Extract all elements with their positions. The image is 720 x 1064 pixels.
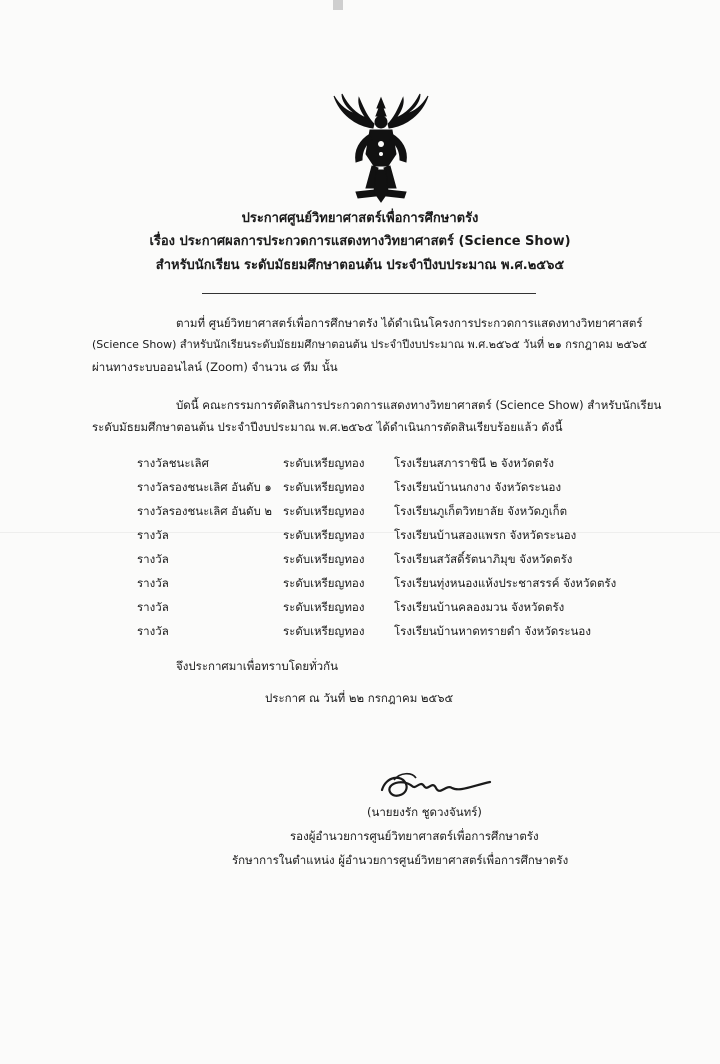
award-level: ระดับเหรียญทอง <box>283 504 365 518</box>
award-school: โรงเรียนภูเก็ตวิทยาลัย จังหวัดภูเก็ต <box>394 504 568 518</box>
award-name: รางวัล <box>137 528 169 542</box>
announcement-date: ประกาศ ณ วันที่ ๒๒ กรกฎาคม ๒๕๖๕ <box>265 691 454 705</box>
award-level: ระดับเหรียญทอง <box>283 528 365 542</box>
signatory-acting-position: รักษาการในตำแหน่ง ผู้อำนวยการศูนย์วิทยาศาสตร์เพื่อการศึกษาตรัง <box>232 853 569 867</box>
header-divider <box>202 293 536 294</box>
award-school: โรงเรียนบ้านนกงาง จังหวัดระนอง <box>394 480 562 494</box>
paragraph-1-line-1: ตามที่ ศูนย์วิทยาศาสตร์เพื่อการศึกษาตรัง ได้ดำเนินโครงการประกวดการแสดงทางวิทยาศาสตร์ <box>176 316 643 330</box>
award-name: รางวัล <box>137 552 169 566</box>
signatory-position: รองผู้อำนวยการศูนย์วิทยาศาสตร์เพื่อการศึกษาตรัง <box>290 829 539 843</box>
award-name: รางวัลรองชนะเลิศ อันดับ ๒ <box>137 504 273 518</box>
paragraph-1-line-3: ผ่านทางระบบออนไลน์ (Zoom) จำนวน ๘ ทีม นั้น <box>92 360 338 374</box>
award-level: ระดับเหรียญทอง <box>283 576 365 590</box>
closing-statement: จึงประกาศมาเพื่อทราบโดยทั่วกัน <box>176 659 338 673</box>
paragraph-2-line-1: บัดนี้ คณะกรรมการตัดสินการประกวดการแสดงทางวิทยาศาสตร์ (Science Show) สำหรับนักเรียน <box>176 398 662 412</box>
award-name: รางวัลรองชนะเลิศ อันดับ ๑ <box>137 480 272 494</box>
page-fold-line <box>0 532 720 533</box>
award-level: ระดับเหรียญทอง <box>283 456 365 470</box>
award-name: รางวัล <box>137 576 169 590</box>
award-level: ระดับเหรียญทอง <box>283 624 365 638</box>
award-name: รางวัล <box>137 600 169 614</box>
announcement-scope: สำหรับนักเรียน ระดับมัธยมศึกษาตอนต้น ประจำปีงบประมาณ พ.ศ.๒๕๖๕ <box>155 258 565 273</box>
award-name: รางวัล <box>137 624 169 638</box>
award-name: รางวัลชนะเลิศ <box>137 456 209 470</box>
award-level: ระดับเหรียญทอง <box>283 552 365 566</box>
award-school: โรงเรียนทุ่งหนองแห้งประชาสรรค์ จังหวัดตรัง <box>394 576 617 590</box>
announcement-subject: เรื่อง ประกาศผลการประกวดการแสดงทางวิทยาศาสตร์ (Science Show) <box>149 234 571 249</box>
award-school: โรงเรียนบ้านคลองมวน จังหวัดตรัง <box>394 600 565 614</box>
paragraph-1-line-2: (Science Show) สำหรับนักเรียนระดับมัธยมศึกษาตอนต้น ประจำปีงบประมาณ พ.ศ.๒๕๖๕ วันที่ ๒๑ กรกฎาคม ๒๕๖๕ <box>92 338 648 351</box>
award-school: โรงเรียนสภาราชินี ๒ จังหวัดตรัง <box>394 456 555 470</box>
award-level: ระดับเหรียญทอง <box>283 480 365 494</box>
staple-mark <box>333 0 343 10</box>
award-school: โรงเรียนบ้านสองแพรก จังหวัดระนอง <box>394 528 577 542</box>
award-school: โรงเรียนสวัสดิ์รัตนาภิมุข จังหวัดตรัง <box>394 552 573 566</box>
award-level: ระดับเหรียญทอง <box>283 600 365 614</box>
paragraph-2-line-2: ระดับมัธยมศึกษาตอนต้น ประจำปีงบประมาณ พ.ศ.๒๕๖๕ ได้ดำเนินการตัดสินเรียบร้อยแล้ว ดังนี้ <box>92 420 563 434</box>
handwritten-signature-icon <box>376 766 494 806</box>
garuda-emblem-icon <box>326 92 436 204</box>
award-school: โรงเรียนบ้านหาดทรายดำ จังหวัดระนอง <box>394 624 591 638</box>
announcement-title: ประกาศศูนย์วิทยาศาสตร์เพื่อการศึกษาตรัง <box>241 211 479 226</box>
signatory-name: (นายยงรัก ชูดวงจันทร์) <box>367 805 482 819</box>
